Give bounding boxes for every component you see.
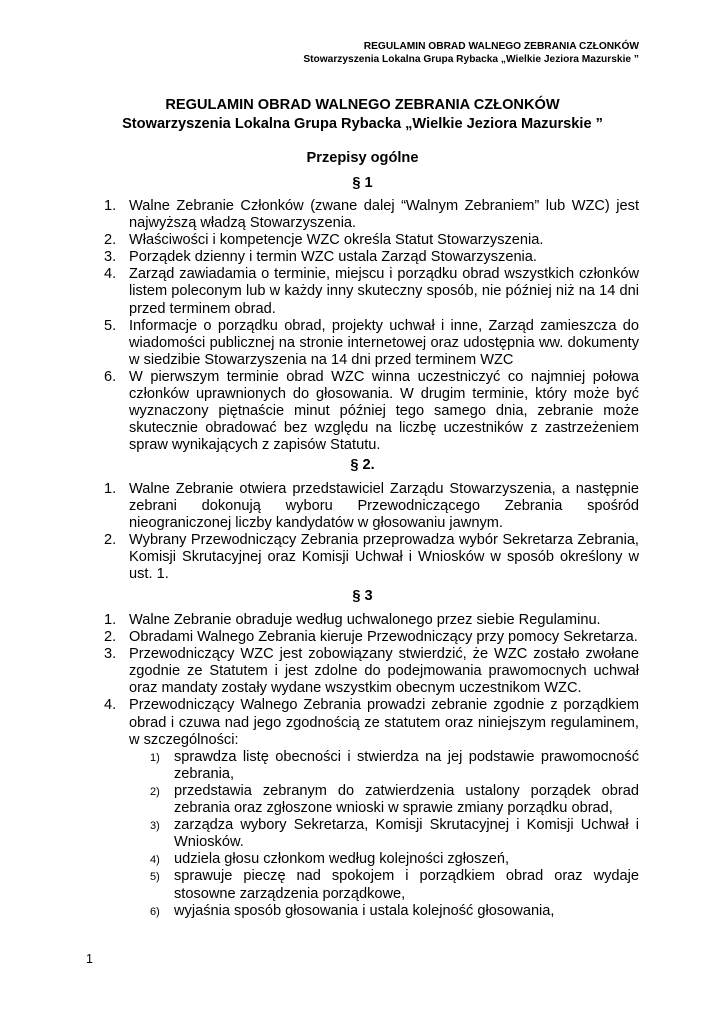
- list-item: [104, 629, 639, 646]
- item-text: Przewodniczący Walnego Zebrania prowadzi zebranie zgodnie z porządkiem obrad i czuwa nad jego zgodnością ze statutem oraz niniejszym regulaminem, w szczególności:: [129, 697, 639, 748]
- running-header-line-1: REGULAMIN OBRAD WALNEGO ZEBRANIA CZŁONKÓW: [363, 41, 639, 52]
- item-number: 2.: [104, 629, 117, 646]
- sub-list-item: [129, 851, 639, 868]
- item-number: 6.: [104, 368, 117, 385]
- item-number: 3.: [104, 646, 117, 663]
- sub-item-number: 5): [150, 871, 160, 884]
- sub-item-number: 4): [150, 854, 160, 867]
- sub-list-item: [129, 749, 639, 783]
- sub-item-number: 6): [150, 905, 160, 918]
- item-number: 2.: [104, 532, 117, 549]
- sub-item-text: przedstawia zebranym do zatwierdzenia ustalony porządek obrad zebrania oraz zgłoszone wnioski w sprawie zmiany porządku obrad,: [174, 782, 639, 817]
- item-text: Wybrany Przewodniczący Zebrania przeprowadza wybór Sekretarza Zebrania, Komisji Skrutacyjnej oraz Komisji Uchwał i Wniosków w sposób określony w ust. 1.: [129, 532, 639, 583]
- document-title-line-1: REGULAMIN OBRAD WALNEGO ZEBRANIA CZŁONKÓW: [165, 97, 560, 113]
- page-number: 1: [86, 952, 93, 966]
- sub-list-item: [129, 903, 639, 920]
- item-text: Obradami Walnego Zebrania kieruje Przewodniczący przy pomocy Sekretarza.: [129, 629, 638, 646]
- item-text: W pierwszym terminie obrad WZC winna uczestniczyć co najmniej połowa członków uprawnionych do głosowania. W drugim terminie, który może być wyznaczony piętnaście minut później tego samego dnia, zebranie może skutecznie obradować bez względu na liczbę uczestników z zastrzeżeniem spraw wynikających z zapisów Statutu.: [129, 368, 639, 454]
- paragraph-1-heading: § 1: [352, 175, 373, 191]
- item-text: Walne Zebranie obraduje według uchwalonego przez siebie Regulaminu.: [129, 612, 601, 628]
- document-title: [0, 96, 725, 134]
- item-number: 2.: [104, 232, 117, 249]
- sub-item-text: sprawdza listę obecności i stwierdza na jej podstawie prawomocność zebrania,: [174, 748, 639, 782]
- item-text: Zarząd zawiadamia o terminie, miejscu i porządku obrad wszystkich członków listem poleconym lub w każdy inny skuteczny sposób, nie później niż na 14 dni przed terminem obrad.: [129, 266, 639, 317]
- sub-item-number: 1): [150, 751, 160, 764]
- sub-item-text: zarządza wybory Sekretarza, Komisji Skrutacyjnej i Komisji Uchwał i Wniosków.: [174, 817, 639, 851]
- sub-item-number: 2): [150, 785, 160, 798]
- paragraph-3-list: [104, 612, 639, 920]
- section-heading-general: Przepisy ogólne: [306, 150, 419, 166]
- list-item: [104, 481, 639, 532]
- paragraph-2-list: [104, 481, 639, 584]
- list-item: [104, 369, 639, 454]
- item-number: 1.: [104, 481, 117, 497]
- list-item: [104, 697, 639, 919]
- item-text: Walne Zebranie otwiera przedstawiciel Zarządu Stowarzyszenia, a następnie zebrani dokonują wyboru Przewodniczącego Zebrania spośród nieograniczonej liczby kandydatów w głosowaniu jawnym.: [129, 481, 639, 532]
- sub-list-item: [129, 783, 639, 817]
- list-item: [104, 612, 639, 629]
- document-title-line-2: Stowarzyszenia Lokalna Grupa Rybacka „Wielkie Jeziora Mazurskie ”: [122, 116, 603, 132]
- item-number: 3.: [104, 249, 117, 266]
- paragraph-1-list: [104, 198, 639, 454]
- sub-item-text: udziela głosu członkom według kolejności zgłoszeń,: [174, 851, 510, 868]
- item-number: 4.: [104, 697, 117, 714]
- item-number: 1.: [104, 612, 117, 628]
- item-text: Walne Zebranie Członków (zwane dalej “Walnym Zebraniem” lub WZC) jest najwyższą władzą Stowarzyszenia.: [129, 198, 639, 232]
- list-item: [104, 532, 639, 583]
- item-text: Przewodniczący WZC jest zobowiązany stwierdzić, że WZC zostało zwołane zgodnie ze Statutem i jest zdolne do podejmowania prawomocnych uchwał oraz mandaty zostały wydane wszystkim obecnym uczestnikom WZC.: [129, 646, 639, 697]
- running-header: [303, 40, 639, 66]
- sub-item-number: 3): [150, 820, 160, 833]
- list-item: [104, 232, 639, 249]
- list-item: [104, 318, 639, 369]
- paragraph-2-heading: § 2.: [350, 457, 375, 473]
- sub-list-item: [129, 817, 639, 851]
- item-text: Właściwości i kompetencje WZC określa Statut Stowarzyszenia.: [129, 232, 544, 249]
- sub-item-text: sprawuje pieczę nad spokojem i porządkiem obrad oraz wydaje stosowne zarządzenia porządkowe,: [174, 868, 639, 902]
- list-item: [104, 198, 639, 232]
- item-text: Informacje o porządku obrad, projekty uchwał i inne, Zarząd zamieszcza do wiadomości publicznej na stronie internetowej oraz udostępnia ww. dokumenty w siedzibie Stowarzyszenia na 14 dni przed terminem WZC: [129, 317, 639, 368]
- item-number: 5.: [104, 317, 117, 334]
- sub-list-item: [129, 868, 639, 902]
- item-number: 1.: [104, 198, 117, 214]
- item-text: Porządek dzienny i termin WZC ustala Zarząd Stowarzyszenia.: [129, 249, 537, 266]
- paragraph-3-heading: § 3: [352, 588, 373, 604]
- running-header-line-2: Stowarzyszenia Lokalna Grupa Rybacka „Wielkie Jeziora Mazurskie ”: [303, 54, 639, 65]
- sub-list: [129, 749, 639, 920]
- list-item: [104, 646, 639, 697]
- list-item: [104, 266, 639, 317]
- list-item: [104, 249, 639, 266]
- sub-item-text: wyjaśnia sposób głosowania i ustala kolejność głosowania,: [174, 902, 555, 919]
- item-number: 4.: [104, 266, 117, 283]
